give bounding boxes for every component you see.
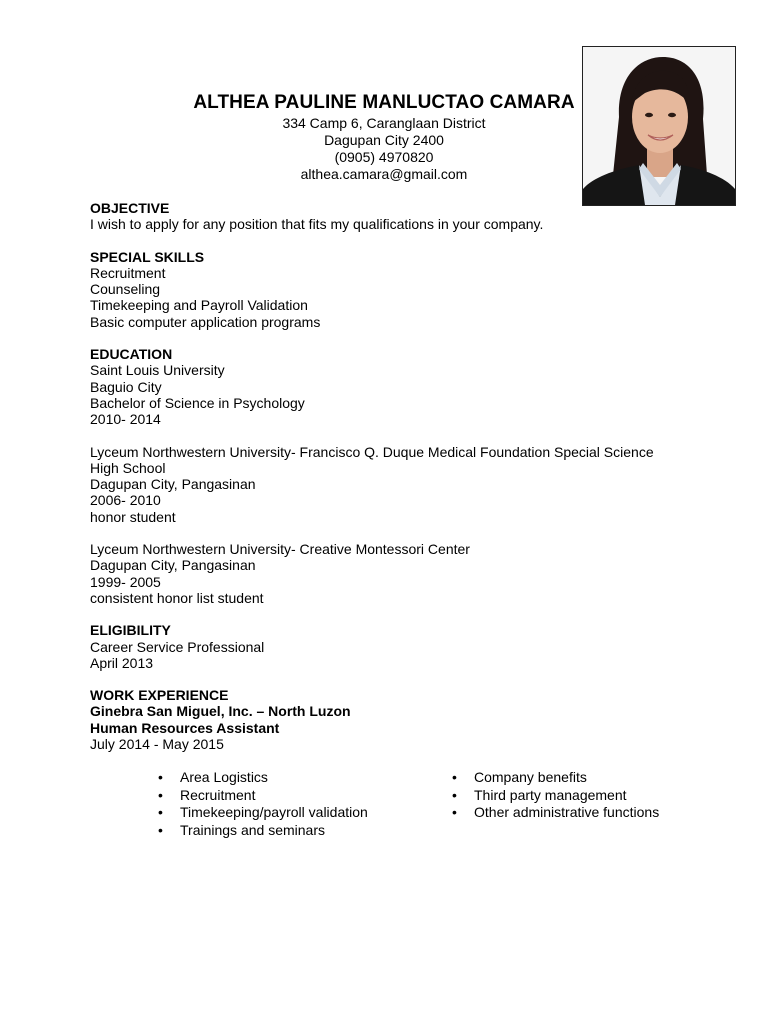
education-line: Dagupan City, Pangasinan xyxy=(90,557,256,574)
skill-item: Recruitment xyxy=(90,264,166,281)
address-line-2: Dagupan City 2400 xyxy=(324,132,444,148)
education-line: 2006- 2010 xyxy=(90,492,161,509)
education-heading: EDUCATION xyxy=(90,346,173,363)
duty-item: • Company benefits xyxy=(452,769,659,787)
address-line-1: 334 Camp 6, Caranglaan District xyxy=(282,115,486,131)
skill-item: Counseling xyxy=(90,281,161,298)
work-position: Human Resources Assistant xyxy=(90,719,280,736)
resume-body xyxy=(90,200,710,857)
skills-heading: SPECIAL SKILLS xyxy=(90,248,205,265)
education-line: Lyceum Northwestern University- Creative Montessori Center xyxy=(90,541,470,558)
eligibility-line: Career Service Professional xyxy=(90,638,265,655)
skill-item: Timekeeping and Payroll Validation xyxy=(90,297,308,314)
duty-item: • Trainings and seminars xyxy=(158,822,368,840)
duty-item: • Timekeeping/payroll validation xyxy=(158,804,368,822)
education-line: 2010- 2014 xyxy=(90,411,161,428)
education-line: Saint Louis University xyxy=(90,362,225,379)
work-duties xyxy=(90,769,710,841)
eligibility-heading: ELIGIBILITY xyxy=(90,622,171,639)
duty-item: • Area Logistics xyxy=(158,769,368,787)
education-line: High School xyxy=(90,459,166,476)
portrait-photo xyxy=(582,46,736,206)
education-line: consistent honor list student xyxy=(90,589,264,606)
skills-section xyxy=(90,249,710,330)
email-address: althea.camara@gmail.com xyxy=(300,166,468,182)
duties-column-left xyxy=(158,769,368,839)
skill-item: Basic computer application programs xyxy=(90,313,321,330)
duty-item: • Third party management xyxy=(452,787,659,805)
objective-section xyxy=(90,200,710,233)
work-heading: WORK EXPERIENCE xyxy=(90,687,229,704)
phone-number: (0905) 4970820 xyxy=(334,149,434,165)
work-dates: July 2014 - May 2015 xyxy=(90,736,224,753)
education-entry xyxy=(90,362,710,427)
duty-item: • Other administrative functions xyxy=(452,804,659,822)
education-line: Dagupan City, Pangasinan xyxy=(90,476,256,493)
portrait-photo-icon xyxy=(583,47,735,205)
education-line: honor student xyxy=(90,508,176,525)
duty-item: • Recruitment xyxy=(158,787,368,805)
eligibility-line: April 2013 xyxy=(90,654,154,671)
eligibility-section xyxy=(90,622,710,671)
education-section xyxy=(90,346,710,606)
education-entry xyxy=(90,541,710,606)
work-company: Ginebra San Miguel, Inc. – North Luzon xyxy=(90,703,351,720)
education-entry xyxy=(90,444,710,525)
work-section xyxy=(90,687,710,841)
objective-text: I wish to apply for any position that fits my qualifications in your company. xyxy=(90,216,544,233)
education-line: Bachelor of Science in Psychology xyxy=(90,394,305,411)
education-line: Lyceum Northwestern University- Francisco Q. Duque Medical Foundation Special Science xyxy=(90,443,654,460)
objective-heading: OBJECTIVE xyxy=(90,200,170,216)
education-line: Baguio City xyxy=(90,378,162,395)
education-line: 1999- 2005 xyxy=(90,573,161,590)
duties-column-right xyxy=(452,769,659,822)
applicant-name: ALTHEA PAULINE MANLUCTAO CAMARA xyxy=(193,92,575,113)
